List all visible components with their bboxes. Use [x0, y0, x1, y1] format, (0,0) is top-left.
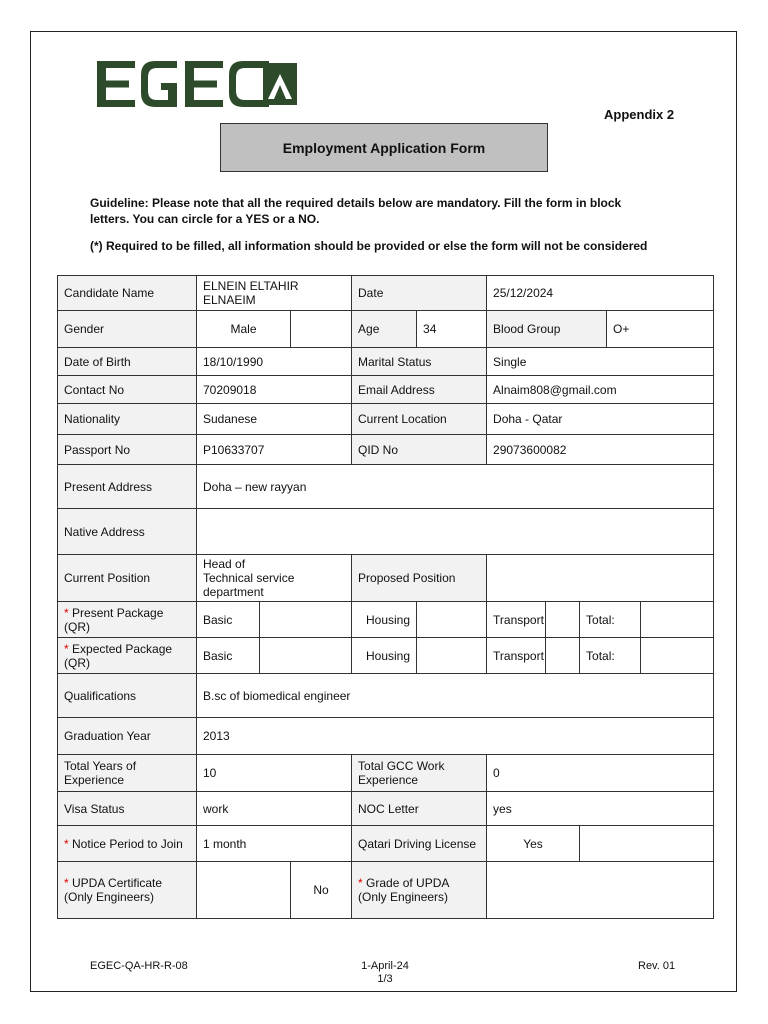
contact-label: Contact No	[58, 376, 197, 404]
present-housing-field[interactable]	[417, 602, 487, 638]
upda-certificate-label	[58, 862, 197, 919]
driving-license-field[interactable]: Yes	[487, 826, 580, 862]
total-experience-label: Total Years of Experience	[58, 755, 197, 792]
age-label: Age	[352, 311, 417, 348]
native-address-label: Native Address	[58, 509, 197, 555]
upda-grade-field[interactable]	[487, 862, 714, 919]
present-package-label	[58, 602, 197, 638]
expected-housing-label: Housing	[352, 638, 417, 674]
age-field[interactable]: 34	[417, 311, 487, 348]
expected-transport-field[interactable]	[546, 638, 580, 674]
company-logo	[97, 61, 303, 107]
proposed-position-label: Proposed Position	[352, 555, 487, 602]
required-marker: *	[358, 876, 363, 890]
row-upda	[58, 862, 714, 919]
driving-license-extra-field[interactable]	[580, 826, 714, 862]
gcc-experience-label: Total GCC Work Experience	[352, 755, 487, 792]
row-position	[58, 555, 714, 602]
gender-field[interactable]: Male	[197, 311, 291, 348]
upda-grade-text: Grade of UPDA (Only Engineers)	[358, 876, 449, 904]
present-basic-field[interactable]	[260, 602, 352, 638]
noc-letter-label: NOC Letter	[352, 792, 487, 826]
current-position-label: Current Position	[58, 555, 197, 602]
row-present-address	[58, 465, 714, 509]
graduation-year-field[interactable]: 2013	[197, 718, 714, 755]
expected-basic-label: Basic	[197, 638, 260, 674]
row-experience	[58, 755, 714, 792]
upda-certificate-no-field[interactable]: No	[291, 862, 352, 919]
dob-label: Date of Birth	[58, 348, 197, 376]
expected-total-field[interactable]	[641, 638, 714, 674]
expected-package-text: Expected Package (QR)	[64, 641, 173, 670]
visa-status-label: Visa Status	[58, 792, 197, 826]
passport-field[interactable]: P10633707	[197, 435, 352, 465]
row-passport	[58, 435, 714, 465]
application-form-table	[57, 275, 714, 919]
row-graduation	[58, 718, 714, 755]
present-address-field[interactable]: Doha – new rayyan	[197, 465, 714, 509]
present-transport-field[interactable]	[546, 602, 580, 638]
blood-group-field[interactable]: O+	[607, 311, 714, 348]
expected-housing-field[interactable]	[417, 638, 487, 674]
nationality-label: Nationality	[58, 404, 197, 435]
row-gender	[58, 311, 714, 348]
gcc-experience-field[interactable]: 0	[487, 755, 714, 792]
driving-license-label: Qatari Driving License	[352, 826, 487, 862]
marital-status-field[interactable]: Single	[487, 348, 714, 376]
blood-group-label: Blood Group	[487, 311, 607, 348]
date-label: Date	[352, 276, 487, 311]
qid-label: QID No	[352, 435, 487, 465]
expected-transport-label: Transport	[487, 638, 546, 674]
noc-letter-field[interactable]: yes	[487, 792, 714, 826]
row-present-package	[58, 602, 714, 638]
row-candidate	[58, 276, 714, 311]
required-note: (*) Required to be filled, all information should be provided or else the form will not be considered	[90, 239, 648, 253]
row-notice	[58, 826, 714, 862]
upda-certificate-field[interactable]	[197, 862, 291, 919]
proposed-position-field[interactable]	[487, 555, 714, 602]
present-transport-label: Transport	[487, 602, 546, 638]
footer-date: 1-April-24	[361, 960, 409, 972]
contact-field[interactable]: 70209018	[197, 376, 352, 404]
candidate-name-label: Candidate Name	[58, 276, 197, 311]
expected-basic-field[interactable]	[260, 638, 352, 674]
expected-package-label	[58, 638, 197, 674]
location-field[interactable]: Doha - Qatar	[487, 404, 714, 435]
footer-center	[330, 960, 440, 986]
appendix-label: Appendix 2	[604, 107, 675, 122]
upda-grade-label	[352, 862, 487, 919]
upda-certificate-text: UPDA Certificate (Only Engineers)	[64, 876, 163, 904]
required-marker: *	[64, 836, 69, 851]
total-experience-field[interactable]: 10	[197, 755, 352, 792]
current-position-line2: Technical service department	[203, 571, 295, 599]
native-address-field[interactable]	[197, 509, 714, 555]
nationality-field[interactable]: Sudanese	[197, 404, 352, 435]
present-total-label: Total:	[580, 602, 641, 638]
email-field[interactable]: Alnaim808@gmail.com	[487, 376, 714, 404]
required-marker: *	[64, 876, 69, 890]
qid-field[interactable]: 29073600082	[487, 435, 714, 465]
current-position-line1: Head of	[203, 557, 246, 571]
present-total-field[interactable]	[641, 602, 714, 638]
form-title: Employment Application Form	[220, 123, 548, 172]
candidate-name-field[interactable]: ELNEIN ELTAHIR ELNAEIM	[197, 276, 352, 311]
email-label: Email Address	[352, 376, 487, 404]
row-nationality	[58, 404, 714, 435]
required-marker: *	[64, 605, 69, 620]
row-expected-package	[58, 638, 714, 674]
date-field[interactable]: 25/12/2024	[487, 276, 714, 311]
qualifications-field[interactable]: B.sc of biomedical engineer	[197, 674, 714, 718]
expected-total-label: Total:	[580, 638, 641, 674]
notice-period-text: Notice Period to Join	[72, 836, 183, 851]
present-address-label: Present Address	[58, 465, 197, 509]
notice-period-field[interactable]: 1 month	[197, 826, 352, 862]
marital-status-label: Marital Status	[352, 348, 487, 376]
passport-label: Passport No	[58, 435, 197, 465]
footer-page-number: 1/3	[377, 973, 393, 985]
footer-revision: Rev. 01	[638, 960, 676, 972]
footer-doc-code: EGEC-QA-HR-R-08	[90, 960, 188, 972]
notice-period-label	[58, 826, 197, 862]
row-qualifications	[58, 674, 714, 718]
dob-field[interactable]: 18/10/1990	[197, 348, 352, 376]
row-dob	[58, 348, 714, 376]
present-housing-label: Housing	[352, 602, 417, 638]
graduation-year-label: Graduation Year	[58, 718, 197, 755]
row-visa	[58, 792, 714, 826]
required-marker: *	[64, 641, 69, 656]
gender-extra-field[interactable]	[291, 311, 352, 348]
present-basic-label: Basic	[197, 602, 260, 638]
visa-status-field[interactable]: work	[197, 792, 352, 826]
gender-label: Gender	[58, 311, 197, 348]
guideline-text: Guideline: Please note that all the required details below are mandatory. Fill the form in block letters. You can circle for a YES or a NO.	[90, 196, 622, 226]
current-position-field[interactable]	[197, 555, 352, 602]
present-package-text: Present Package (QR)	[64, 605, 164, 634]
location-label: Current Location	[352, 404, 487, 435]
row-native-address	[58, 509, 714, 555]
qualifications-label: Qualifications	[58, 674, 197, 718]
row-contact	[58, 376, 714, 404]
